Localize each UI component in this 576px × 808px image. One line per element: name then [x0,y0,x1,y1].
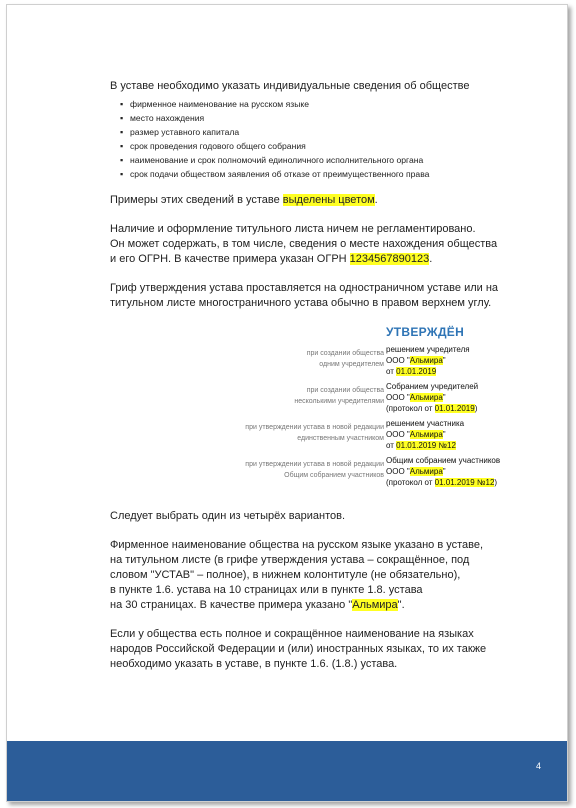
languages-paragraph: Если у общества есть полное и сокращённое наименование на языках народов Российской Федерации и (или) иностранных языках, то их также необходимо указать в уставе, в пункте 1.6. (1.8.) устава. [110,628,487,670]
variant-note: при утверждении устава в новой редакции Общим собранием участников [245,461,384,479]
variant-stamp: решением участника ООО "Альмира" от 01.01.2019 №12 [386,419,465,450]
page-number: 4 [535,761,541,771]
approval-title: УТВЕРЖДЁН [386,325,465,339]
grif-paragraph: Гриф утверждения устава проставляется на одностраничном уставе или на титульном листе многостраничного устава обычно в правом верхнем углу. [110,282,499,309]
details-list [110,97,540,181]
variant-stamp: решением учредителя ООО "Альмира" от 01.01.2019 [386,345,470,376]
approval-stamp-variants [110,325,540,501]
variant-stamp: Общим собранием участников ООО "Альмира" (протокол от 01.01.2019 №12) [386,456,501,487]
choose-text: Следует выбрать один из четырёх вариантов. [110,510,346,522]
list-item: ▪ наименование и срок полномочий единоличного исполнительного органа [122,153,540,167]
list-item: ▪ место нахождения [122,111,540,125]
intro-text: В уставе необходимо указать индивидуальные сведения об обществе [110,80,470,92]
list-item: ▪ срок подачи обществом заявления об отказе от преимущественного права [122,167,540,181]
variant-note: при утверждении устава в новой редакции единственным участником [245,424,384,442]
highlighted-text: выделены цветом [282,194,375,206]
page-footer [7,741,567,801]
page-content [110,79,540,672]
title-page-paragraph: Наличие и оформление титульного листа ничем не регламентировано. Он может содержать, в том числе, сведения о месте нахождения общества и его ОГРН. В качестве примера указан ОГРН 1234567890123. [110,223,498,265]
document-page [6,4,568,802]
variant-stamp: Собранием учредителей ООО "Альмира" (протокол от 01.01.2019) [386,382,479,413]
list-item: ▪ срок проведения годового общего собрания [122,139,540,153]
list-item: ▪ размер уставного капитала [122,125,540,139]
company-name-highlight: Альмира [352,599,398,611]
variant-note: при создании общества несколькими учредителями [294,387,384,405]
variant-note: при создании общества одним учредителем [306,350,384,368]
ogrn-value: 1234567890123 [349,253,430,265]
name-paragraph: Фирменное наименование общества на русском языке указано в уставе, на титульном листе (в грифе утверждения устава – сокращённое, под словом "УСТАВ" – полное), в нижнем колонтитуле (не обязательно), в пункте 1.6. устава на 10 страницах или в пункте 1.8. устава на 30 страницах. В качестве примера указано "Альмира". [110,539,484,611]
examples-text: Примеры этих сведений в уставе выделены цветом. [110,194,378,206]
list-item: ▪ фирменное наименование на русском языке [122,97,540,111]
